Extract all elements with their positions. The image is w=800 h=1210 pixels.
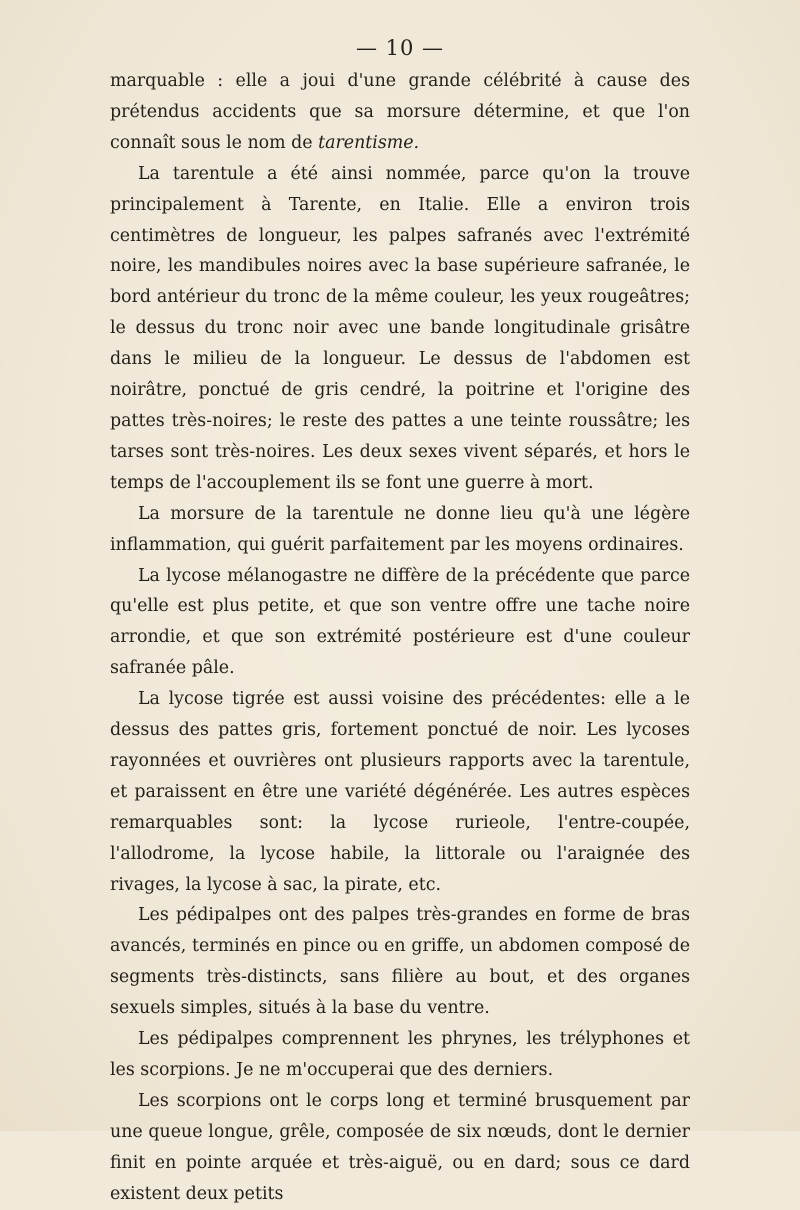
paragraph: Les scorpions ont le corps long et terminé brusquement par une queue longue, grêle, composée de six nœuds, dont le dernier finit en pointe arquée et très-aiguë, ou en dard; sous ce dard existent deux petits bbox=[110, 1090, 690, 1204]
emphasized-term: tarentisme. bbox=[318, 132, 420, 153]
paragraph: La lycose tigrée est aussi voisine des précédentes: elle a le dessus des pattes gris, fortement ponctué de noir. Les lycoses rayonnées et ouvrières ont plusieurs rapports avec la tarentule, et paraissent en être une variété dégénérée. Les autres espèces remarquables sont: la lycose rurieole, l'entre-coupée, l'allodrome, la lycose habile, la littorale ou l'araignée des rivages, la lycose à sac, la pirate, etc. bbox=[110, 689, 690, 895]
page-number: — 10 — bbox=[355, 36, 445, 60]
paragraph-text: marquable : elle a joui d'une grande célébrité à cause des prétendus accidents que sa morsure détermine, et que l'on connaît sous le nom de bbox=[110, 71, 690, 153]
paragraph-continued bbox=[110, 66, 690, 159]
paragraph: Les pédipalpes comprennent les phrynes, les trélyphones et les scorpions. Je ne m'occuperai que des derniers. bbox=[110, 1029, 690, 1080]
body-text bbox=[110, 66, 690, 1210]
paragraph: La morsure de la tarentule ne donne lieu qu'à une légère inflammation, qui guérit parfaitement par les moyens ordinaires. bbox=[110, 503, 690, 555]
paragraph: La tarentule a été ainsi nommée, parce qu'on la trouve principalement à Tarente, en Italie. Elle a environ trois centimètres de longueur, les palpes safranés avec l'extrémité noire, les mandibules noires avec la base supérieure safranée, le bord antérieur du tronc de la même couleur, les yeux rougeâtres; le dessus du tronc noir avec une bande longitudinale grisâtre dans le milieu de la longueur. Le dessus de l'abdomen est noirâtre, ponctué de gris cendré, la poitrine et l'origine des pattes très-noires; le reste des pattes a une teinte roussâtre; les tarses sont très-noires. Les deux sexes vivent séparés, et hors le temps de l'accouplement ils se font une guerre à mort. bbox=[110, 163, 690, 493]
paragraph: La lycose mélanogastre ne diffère de la précédente que parce qu'elle est plus petite, et que son ventre offre une tache noire arrondie, et que son extrémité postérieure est d'une couleur safranée pâle. bbox=[110, 565, 690, 679]
paragraph: Les pédipalpes ont des palpes très-grandes en forme de bras avancés, terminés en pince ou en griffe, un abdomen composé de segments très-distincts, sans filière au bout, et des organes sexuels simples, situés à la base du ventre. bbox=[110, 905, 690, 1019]
